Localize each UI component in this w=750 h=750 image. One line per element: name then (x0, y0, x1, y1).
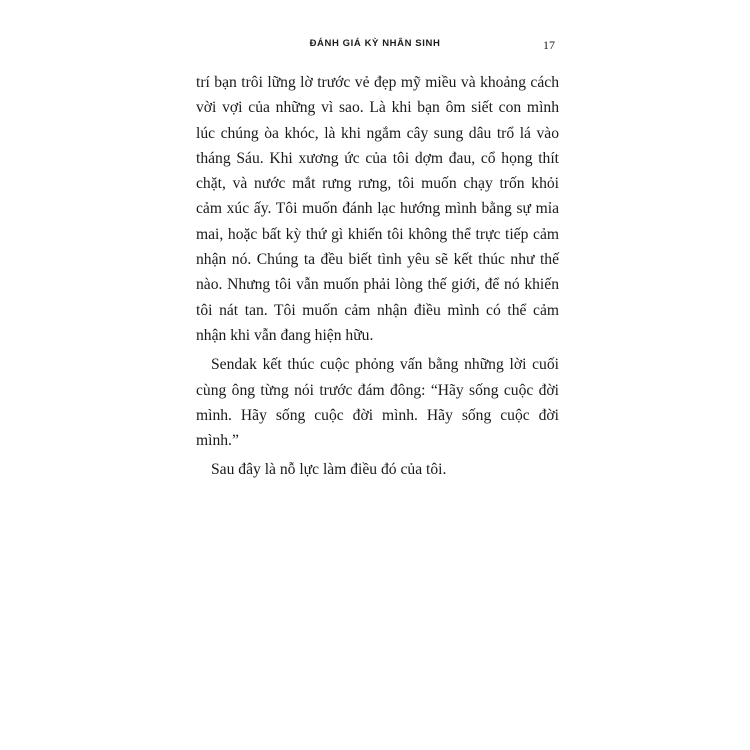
body-text (196, 70, 559, 483)
paragraph-closing: Sau đây là nỗ lực làm điều đó của tôi. (211, 461, 447, 479)
page-number: 17 (543, 38, 555, 52)
paragraph-sendak-quote: Sendak kết thúc cuộc phỏng vấn bằng những lời cuối cùng ông từng nói trước đám đông: “Hãy sống cuộc đời mình. Hãy sống cuộc đời mình. Hãy sống cuộc đời mình.” (196, 356, 559, 450)
running-header-title: ĐÁNH GIÁ KỲ NHÂN SINH (309, 38, 441, 49)
paragraph-continued: trí bạn trôi lững lờ trước vẻ đẹp mỹ miều và khoảng cách vời vợi của những vì sao. Là khi bạn ôm siết con mình lúc chúng òa khóc, là khi ngắm cây sung dâu trổ lá vào tháng Sáu. Khi xương ức của tôi dợm đau, cổ họng thít chặt, và nước mắt rưng rưng, tôi muốn chạy trốn khỏi cảm xúc ấy. Tôi muốn đánh lạc hướng mình bằng sự mỉa mai, hoặc bất kỳ thứ gì khiến tôi không thể trực tiếp cảm nhận nó. Chúng ta đều biết tình yêu sẽ kết thúc như thế nào. Nhưng tôi vẫn muốn phải lòng thế giới, để nó khiến tôi nát tan. Tôi muốn cảm nhận điều mình có thể cảm nhận khi vẫn đang hiện hữu. (196, 74, 559, 344)
